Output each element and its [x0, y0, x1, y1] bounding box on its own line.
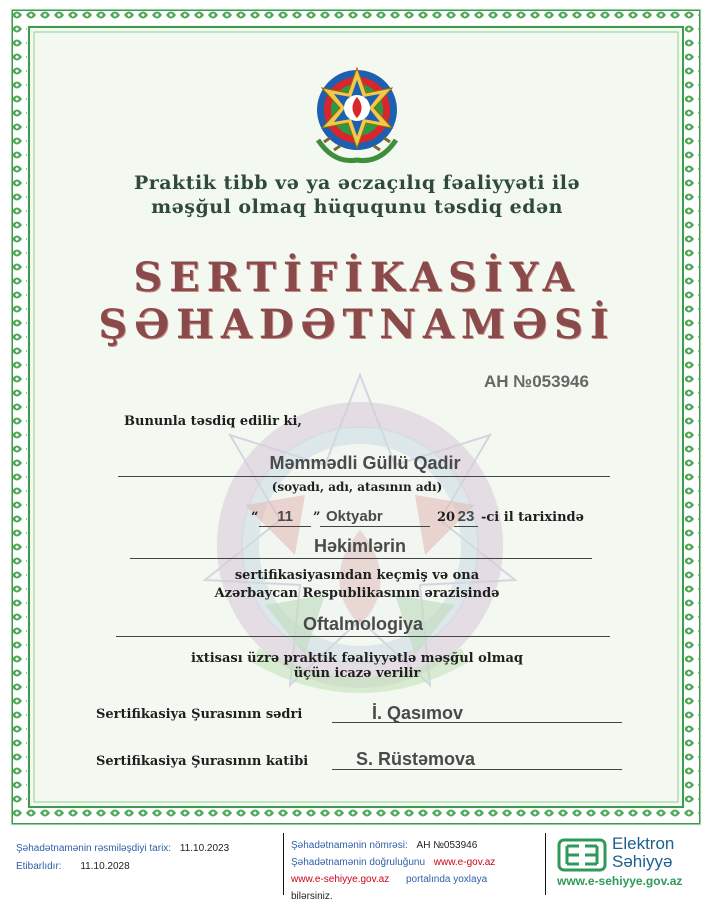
- date-year-underline: [454, 526, 478, 527]
- issue-date-row: [16, 843, 229, 854]
- azerbaijan-emblem: [304, 60, 410, 168]
- date-month: Oktyabr: [326, 508, 383, 525]
- date-close-quote: ”: [313, 510, 321, 525]
- verify-text-2: portalında yoxlaya: [405, 874, 488, 885]
- verify-link-esehiyye[interactable]: www.e-sehiyye.gov.az: [291, 874, 390, 885]
- valid-date-row: [16, 861, 130, 872]
- valid-date-label: Etibarlıdır:: [16, 861, 62, 872]
- number-row: [291, 840, 477, 851]
- date-year-suffix: 23: [457, 508, 475, 525]
- serial-number: AH №053946: [484, 372, 589, 391]
- title-line-2: ŞƏHADƏTNAMƏSİ: [98, 301, 616, 348]
- text-passed: sertifikasiyasından keçmiş və ona: [234, 568, 480, 583]
- specialty-name: Oftalmologiya: [302, 614, 423, 634]
- logo-title-line-2: Səhiyyə: [612, 852, 673, 871]
- permission-line-2: üçün icazə verilir: [293, 666, 421, 681]
- date-month-underline: [320, 526, 430, 527]
- logo-title-line-1: Elektron: [612, 834, 675, 853]
- name-underline: [118, 476, 610, 477]
- verify-text-1: Şəhadətnamənin doğruluğunu: [291, 857, 425, 868]
- commission-name: Həkimlərin: [313, 536, 407, 556]
- text-country: Azərbaycan Respublikasının ərazisində: [214, 586, 500, 601]
- specialty-underline: [116, 636, 610, 637]
- secretary-label: Sertifikasiya Şurasının katibi: [96, 754, 309, 769]
- number-value: AH №053946: [416, 840, 478, 851]
- verify-link-egov[interactable]: www.e-gov.az: [433, 857, 496, 868]
- secretary-underline: [332, 769, 622, 770]
- date-suffix-text: -ci il tarixində: [481, 510, 584, 525]
- verify-row-2: [291, 874, 487, 885]
- permission-line-1: ixtisası üzrə praktik fəaliyyətlə məşğul olmaq: [191, 651, 523, 666]
- chair-label: Sertifikasiya Şurasının sədri: [96, 707, 303, 722]
- verify-text-3: bilərsiniz.: [291, 891, 333, 902]
- logo-url-link[interactable]: www.e-sehiyye.gov.az: [557, 874, 683, 888]
- valid-date-value: 11.10.2028: [80, 861, 130, 872]
- holder-full-name: Məmmədli Güllü Qadir: [269, 453, 461, 473]
- date-open-quote: “: [251, 510, 259, 525]
- date-day-underline: [259, 526, 311, 527]
- issue-date-value: 11.10.2023: [179, 843, 230, 854]
- title-line-1: SERTİFİKASİYA: [133, 254, 581, 301]
- date-year-prefix: 20: [437, 510, 456, 525]
- commission-underline: [130, 558, 592, 559]
- secretary-name: S. Rüstəmova: [356, 749, 476, 769]
- chair-name: İ. Qasımov: [372, 703, 464, 723]
- number-label: Şəhadətnamənin nömrəsi:: [291, 840, 408, 851]
- heading-line-2: məşğul olmaq hüququnu təsdiq edən: [151, 196, 563, 218]
- chair-underline: [332, 722, 622, 723]
- issue-date-label: Şəhadətnamənin rəsmiləşdiyi tarix:: [16, 843, 172, 854]
- verify-row-1: [291, 857, 495, 868]
- intro-text: Bununla təsdiq edilir ki,: [124, 414, 302, 429]
- footer-divider-right: [545, 833, 546, 895]
- electronic-health-logo: [557, 838, 607, 872]
- name-caption: (soyadı, adı, atasının adı): [271, 480, 443, 494]
- heading-line-1: Praktik tibb və ya əczaçılıq fəaliyyəti ilə: [133, 172, 581, 194]
- date-day: 11: [277, 508, 293, 525]
- footer-divider-left: [283, 833, 284, 895]
